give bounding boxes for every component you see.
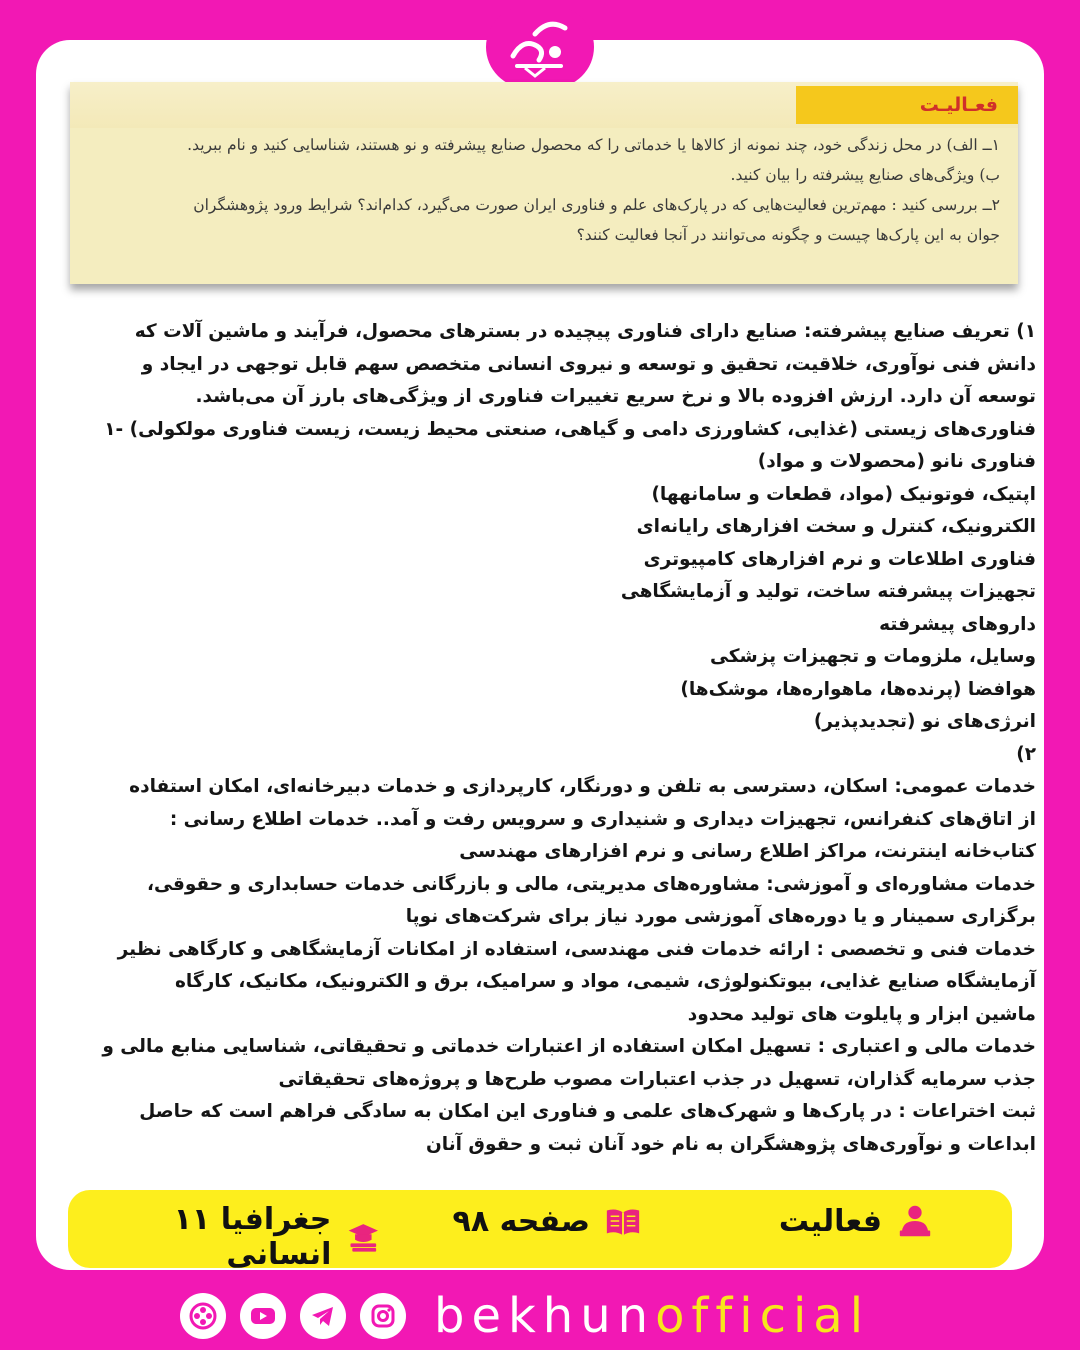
answer-line: کتاب‌خانه اینترنت، مراکز اطلاع رسانی و نرم افزارهای مهندسی: [459, 841, 1036, 862]
answer-line: خدمات فنی و تخصصی : ارائه خدمات فنی مهندسی، استفاده از امکانات آزمایشگاهی و کارگاهی نظیر: [117, 938, 1036, 960]
answer-line: تجهیزات پیشرفته ساخت، تولید و آزمایشگاهی: [620, 581, 1036, 602]
brand-handle[interactable]: [434, 1290, 870, 1342]
answer-line: توسعه آن دارد. ارزش افزوده بالا و نرخ سریع تغییرات فناوری از ویژگی‌های بارز آن می‌باشد.: [195, 386, 1036, 407]
footer-activity-label: فعالیت: [778, 1203, 882, 1239]
answer-line: ۲): [1016, 743, 1036, 765]
answer-body: [66, 316, 1036, 1161]
handle-part1: bekhun: [434, 1288, 656, 1344]
answer-line: هوافضا (پرنده‌ها، ماهواره‌ها، موشک‌ها): [680, 678, 1036, 700]
answer-line: وسایل، ملزومات و تجهیزات پزشکی: [710, 646, 1036, 667]
logo-icon: [495, 12, 585, 82]
answer-line: ثبت اختراعات : در پارک‌ها و شهرک‌های علمی و فناوری این امکان به سادگی فراهم است که حاصل: [139, 1101, 1036, 1122]
answer-line: از اتاق‌های کنفرانس، تجهیزات دیداری و شنیداری و سرویس رفت و آمد.. خدمات اطلاع رسانی :: [169, 808, 1036, 830]
handle-part2: official: [655, 1288, 871, 1344]
answer-line: آزمایشگاه صنایع غذایی، بیوتکنولوژی، شیمی، مواد و سرامیک، برق و الکترونیک، مکانیک، کارگاه: [175, 971, 1036, 992]
answer-line: ماشین ابزار و پایلوت های تولید محدود: [687, 1003, 1036, 1025]
excerpt-line: ۲ــ بررسی کنید : مهم‌ترین فعالیت‌هایی که در پارک‌های علم و فناوری ایران صورت می‌گیرد، کدام‌اند؟ شرایط ورود پژوهشگران: [193, 196, 1000, 214]
answer-line: انرژی‌های نو (تجدیدپذیر): [813, 711, 1036, 732]
excerpt-line: ۱ــ الف) در محل زندگی خود، چند نمونه از کالاها یا خدماتی را که محصول صنایع پیشرفته و نو هستند، شناسایی کنید و نام ببرید.: [187, 136, 1000, 154]
open-book-icon: [604, 1202, 642, 1240]
answer-line: اپتیک، فوتونیک (مواد، قطعات و سامانهها): [651, 483, 1036, 505]
answer-line: داروهای پیشرفته: [879, 613, 1036, 635]
footer-subject-label: جغرافیا ۱۱ انسانی: [173, 1202, 332, 1272]
answer-line: فناوری اطلاعات و نرم افزارهای کامپیوتری: [643, 548, 1036, 570]
youtube-icon[interactable]: [240, 1293, 286, 1339]
graduation-books-icon: [345, 1218, 382, 1256]
excerpt-tag: فعـالیـت: [796, 86, 1018, 124]
answer-line: خدمات مالی و اعتباری : تسهیل امکان استفاده از اعتبارات خدماتی و تحقیقاتی، شناسایی منابع مالی و: [102, 1036, 1036, 1057]
answer-line: خدمات عمومی: اسکان، دسترسی به تلفن و دورنگار، کارپردازی و خدمات دبیرخانه‌ای، امکان استفاده: [129, 776, 1036, 797]
answer-line: خدمات مشاوره‌ای و آموزشی: مشاوره‌های مدیریتی، مالی و بازرگانی خدمات حسابداری و حقوقی،: [146, 873, 1036, 895]
answer-line: فناوری نانو (محصولات و مواد): [757, 451, 1036, 472]
aparat-icon[interactable]: [180, 1293, 226, 1339]
footer-page-label: صفحه ۹۸: [452, 1203, 590, 1239]
excerpt-line: ب) ویژگی‌های صنایع پیشرفته را بیان کنید.: [730, 166, 1000, 184]
footer-info-bar: [68, 1190, 1012, 1272]
footer-subject: [68, 1202, 382, 1272]
answer-line: برگزاری سمینار و یا دوره‌های آموزشی مورد نیاز برای شرکت‌های نوپا: [405, 906, 1036, 927]
footer-page: [453, 1202, 642, 1240]
answer-line: الکترونیک، کنترل و سخت افزارهای رایانه‌ای: [636, 516, 1036, 537]
brand-logo: [486, 6, 594, 88]
answer-line: فناوری‌های زیستی (غذایی، کشاورزی دامی و گیاهی، صنعتی محیط زیست، زیست فناوری مولکولی) -۱: [104, 418, 1036, 440]
answer-line: ۱) تعریف صنایع پیشرفته: صنایع دارای فناوری پیچیده در بسترهای محصول، فرآیند و ماشین آلات که: [134, 321, 1036, 342]
answer-line: جذب سرمایه گذاران، تسهیل در جذب اعتبارات مصوب طرح‌ها و پروژه‌های تحقیقاتی: [278, 1068, 1036, 1090]
answer-line: دانش فنی نوآوری، خلاقیت، تحقیق و توسعه و نیروی انسانی متخصص سهم قابل توجهی در ایجاد و: [141, 353, 1036, 375]
excerpt-lines: [96, 130, 1000, 250]
textbook-excerpt: [70, 82, 1018, 284]
telegram-icon[interactable]: [300, 1293, 346, 1339]
social-bar: [180, 1290, 900, 1342]
excerpt-line: جوان به این پارک‌ها چیست و چگونه می‌توانند در آنجا فعالیت کنند؟: [576, 226, 1000, 244]
footer-activity: [779, 1202, 934, 1240]
answer-line: ابداعات و نوآوری‌های پژوهشگران به نام خود آنان ثبت و حقوق آنان: [425, 1133, 1036, 1155]
teacher-icon: [896, 1202, 934, 1240]
instagram-icon[interactable]: [360, 1293, 406, 1339]
